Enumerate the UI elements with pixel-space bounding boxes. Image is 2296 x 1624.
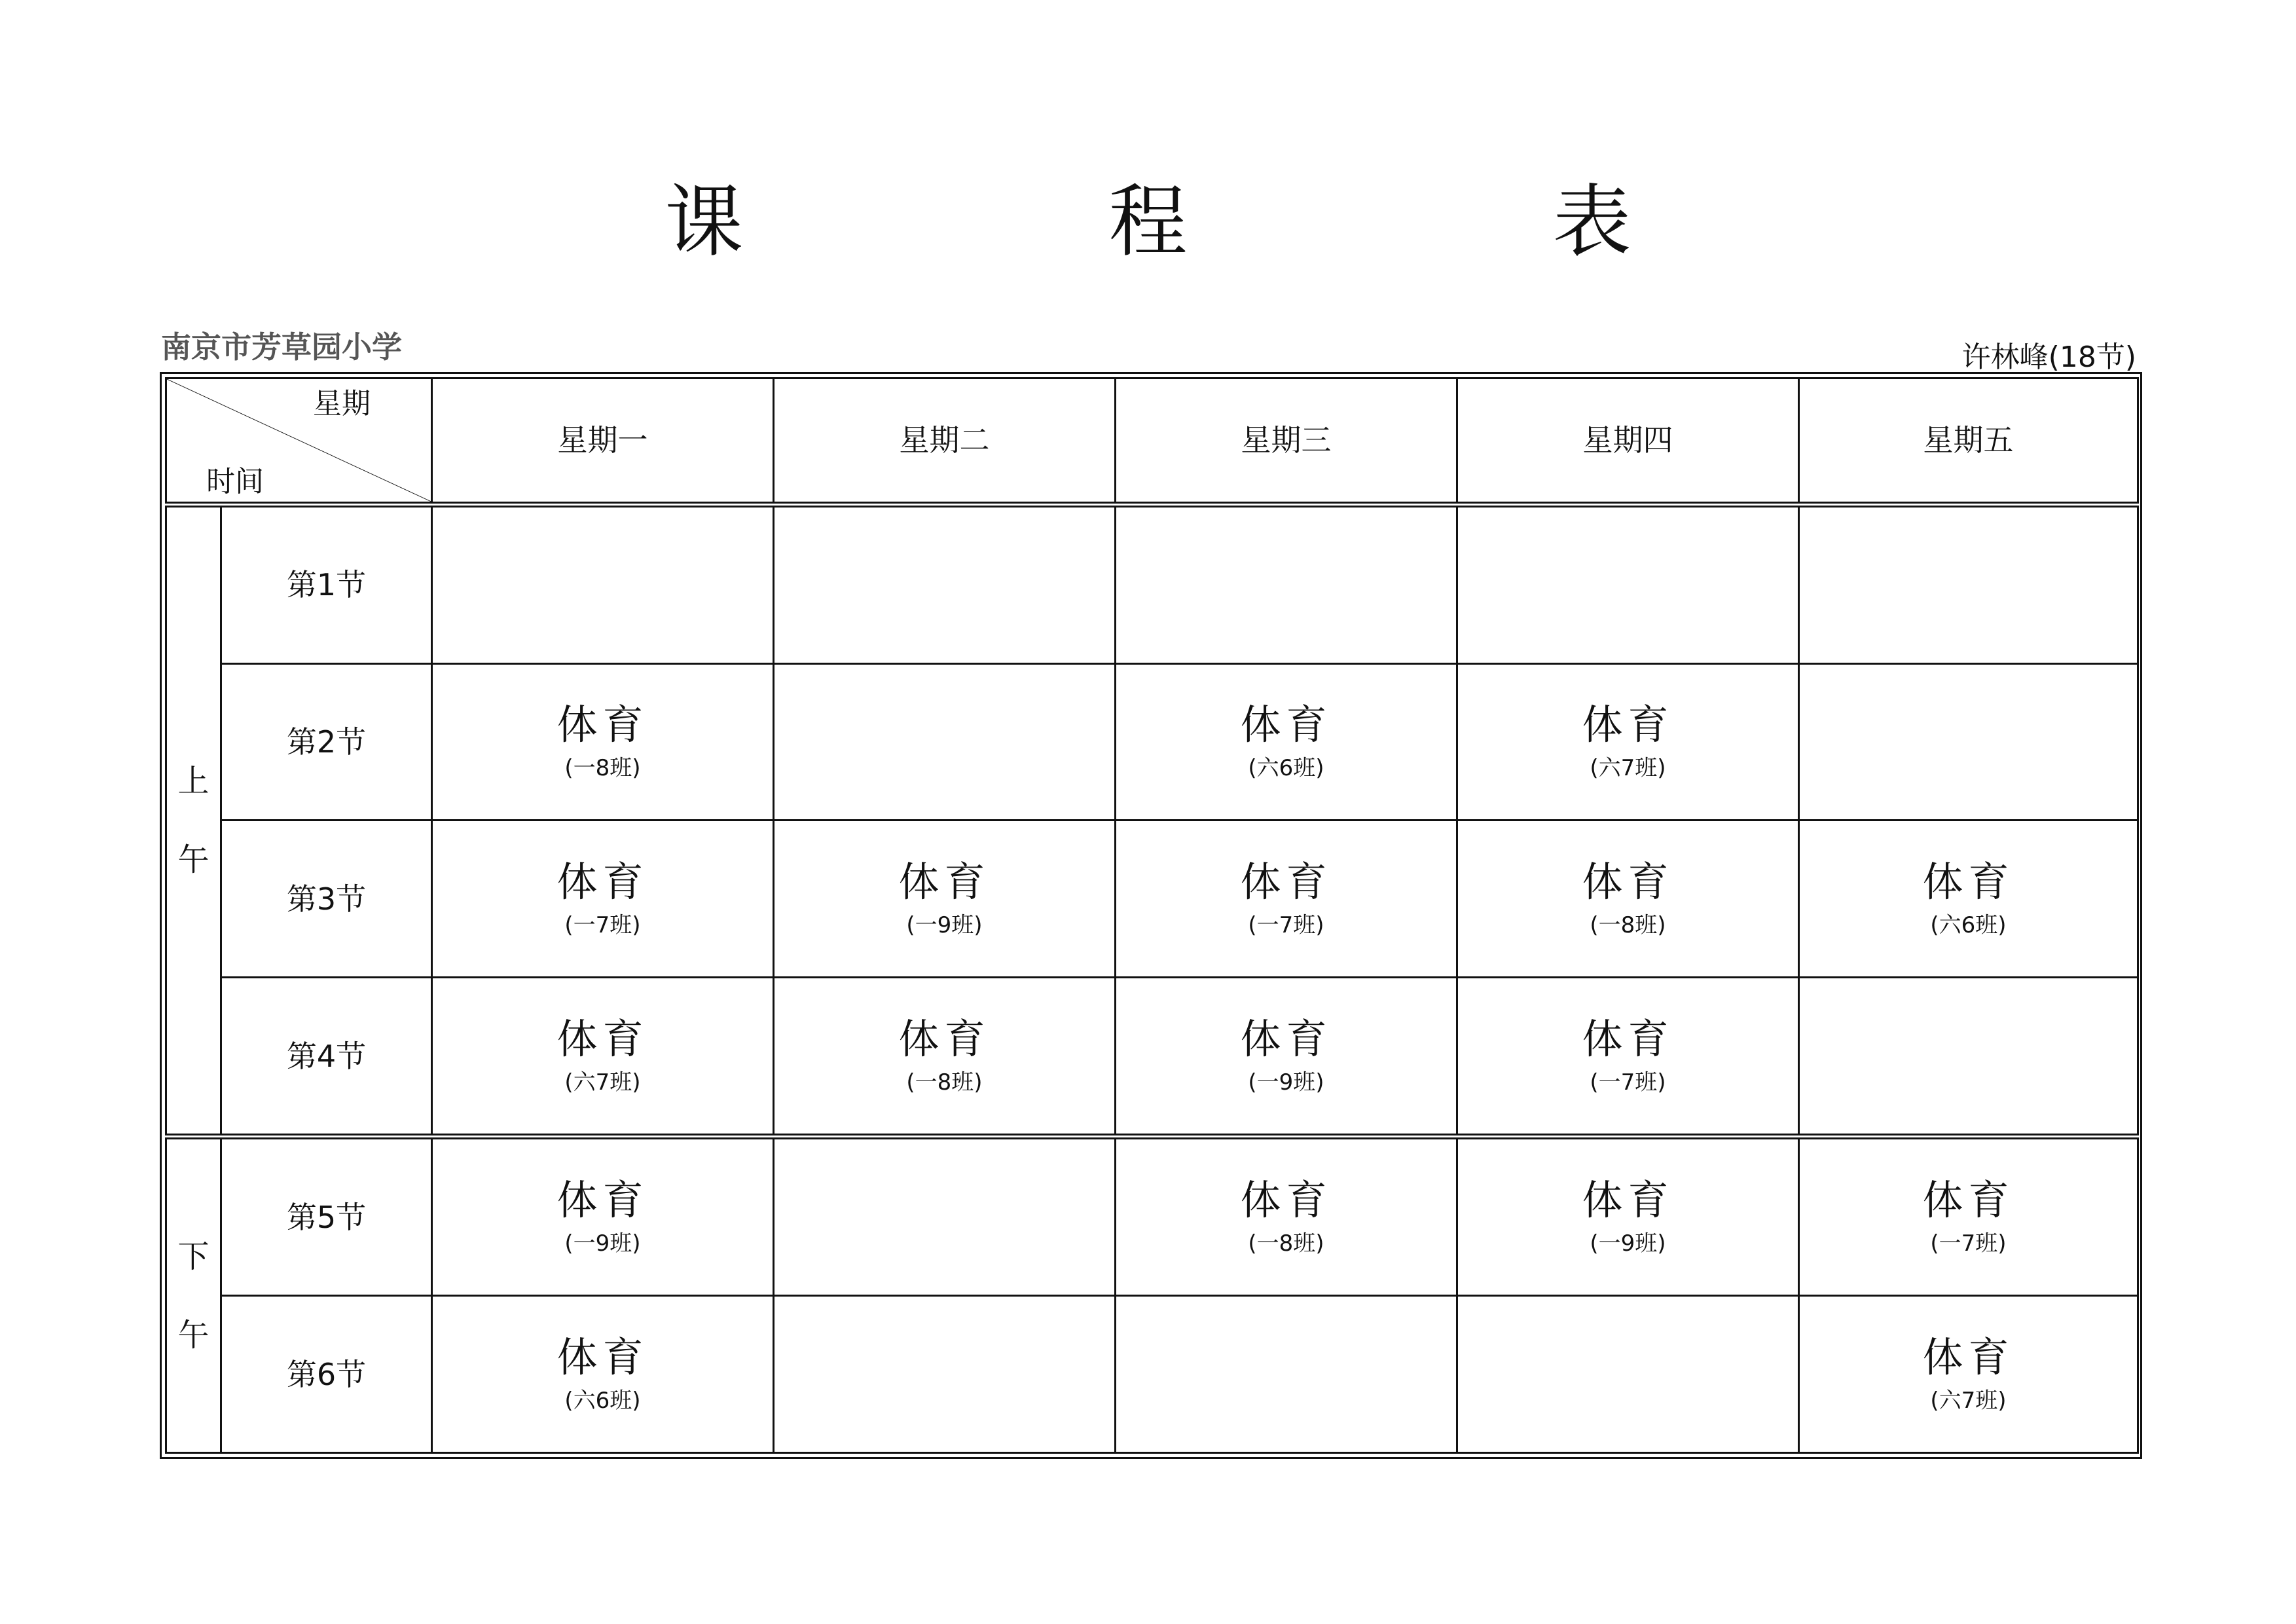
lesson-class: (六6班) [1930,912,2007,938]
lesson-class: (六7班) [1590,755,1666,782]
day-header-thu [1457,378,1799,505]
lesson-cell [432,978,774,1137]
lesson-subject: 体育 [556,1175,649,1224]
lesson-subject: 体育 [898,1014,991,1063]
lesson-subject: 体育 [1582,1175,1674,1224]
day-label: 星期二 [899,422,990,458]
period-row-2 [166,663,2138,821]
period-cell [221,1296,432,1453]
afternoon-label-cell [166,1137,221,1453]
period-label: 第6节 [286,1356,367,1392]
lesson-cell [432,663,774,821]
lesson-cell [1457,1296,1799,1453]
lesson-subject: 体育 [1240,857,1332,906]
period-label: 第3节 [286,881,367,917]
lesson-cell [1457,504,1799,663]
lesson-subject: 体育 [1240,1175,1332,1224]
lesson-subject: 体育 [1240,701,1332,749]
lesson-class: (一9班) [906,912,983,938]
lesson-cell [432,1137,774,1296]
lesson-cell [432,504,774,663]
period-label: 第1节 [286,567,367,603]
lesson-class: (六7班) [1930,1387,2007,1414]
timetable [165,377,2139,1454]
period-label: 第2节 [286,724,367,760]
lesson-cell [1799,1296,2138,1453]
lesson-cell [774,1296,1116,1453]
lesson-cell [1116,1137,1457,1296]
day-label: 星期一 [557,422,648,458]
lesson-class: (一7班) [1930,1230,2007,1257]
lesson-cell [774,1137,1116,1296]
lesson-class: (一9班) [1248,1069,1324,1096]
lesson-cell [1116,1296,1457,1453]
lesson-cell [1457,978,1799,1137]
period-cell [221,821,432,978]
period-label: 第5节 [286,1199,367,1235]
lesson-class: (一8班) [906,1069,983,1096]
lesson-cell [1799,978,2138,1137]
lesson-cell [1116,504,1457,663]
period-cell [221,504,432,663]
lesson-class: (六6班) [1248,755,1324,782]
period-row-1 [166,504,2138,663]
lesson-cell [774,663,1116,821]
lesson-cell [432,821,774,978]
lesson-cell [1457,821,1799,978]
lesson-subject: 体育 [1582,857,1674,906]
period-row-5 [166,1137,2138,1296]
header-row [166,378,2138,505]
lesson-class: (一9班) [1590,1230,1666,1257]
lesson-subject: 体育 [1582,701,1674,749]
lesson-class: (一7班) [564,912,641,938]
lesson-cell [774,821,1116,978]
lesson-class: (一7班) [1248,912,1324,938]
lesson-class: (六6班) [564,1387,641,1414]
lesson-class: (一8班) [1248,1230,1324,1257]
lesson-subject: 体育 [898,857,991,906]
lesson-cell [1457,663,1799,821]
afternoon-label: 下午 [177,1238,210,1354]
lesson-class: (一9班) [564,1230,641,1257]
lesson-subject: 体育 [1922,857,2014,906]
morning-label-cell [166,504,221,1137]
day-label: 星期三 [1241,422,1332,458]
period-row-6 [166,1296,2138,1453]
lesson-cell [432,1296,774,1453]
period-row-4 [166,978,2138,1137]
day-header-mon [432,378,774,505]
teacher-name: 许林峰(18节) [1961,341,2136,374]
lesson-class: (六7班) [564,1069,641,1096]
morning-label: 上午 [177,762,210,878]
lesson-class: (一7班) [1590,1069,1666,1096]
lesson-class: (一8班) [1590,912,1666,938]
lesson-cell [1799,1137,2138,1296]
lesson-subject: 体育 [556,1014,649,1063]
lesson-subject: 体育 [1582,1014,1674,1063]
lesson-subject: 体育 [556,857,649,906]
lesson-cell [1116,978,1457,1137]
lesson-subject: 体育 [556,1333,649,1381]
day-header-wed [1116,378,1457,505]
period-cell [221,978,432,1137]
corner-weekday-label: 星期 [313,387,371,420]
period-label: 第4节 [286,1038,367,1074]
day-label: 星期四 [1582,422,1673,458]
lesson-subject: 体育 [1922,1175,2014,1224]
period-row-3 [166,821,2138,978]
lesson-subject: 体育 [556,701,649,749]
school-name: 南京市芳草园小学 [161,329,402,365]
lesson-cell [1116,821,1457,978]
lesson-cell [1799,821,2138,978]
corner-cell [166,378,432,505]
lesson-cell [1799,504,2138,663]
day-label: 星期五 [1923,422,2014,458]
lesson-cell [1457,1137,1799,1296]
lesson-subject: 体育 [1240,1014,1332,1063]
period-cell [221,663,432,821]
corner-time-label: 时间 [206,464,264,498]
period-cell [221,1137,432,1296]
lesson-cell [1799,663,2138,821]
lesson-class: (一8班) [564,755,641,782]
day-header-fri [1799,378,2138,505]
lesson-cell [1116,663,1457,821]
lesson-subject: 体育 [1922,1333,2014,1381]
lesson-cell [774,978,1116,1137]
lesson-cell [774,504,1116,663]
day-header-tue [774,378,1116,505]
page-title: 课 程 表 [665,177,1802,268]
